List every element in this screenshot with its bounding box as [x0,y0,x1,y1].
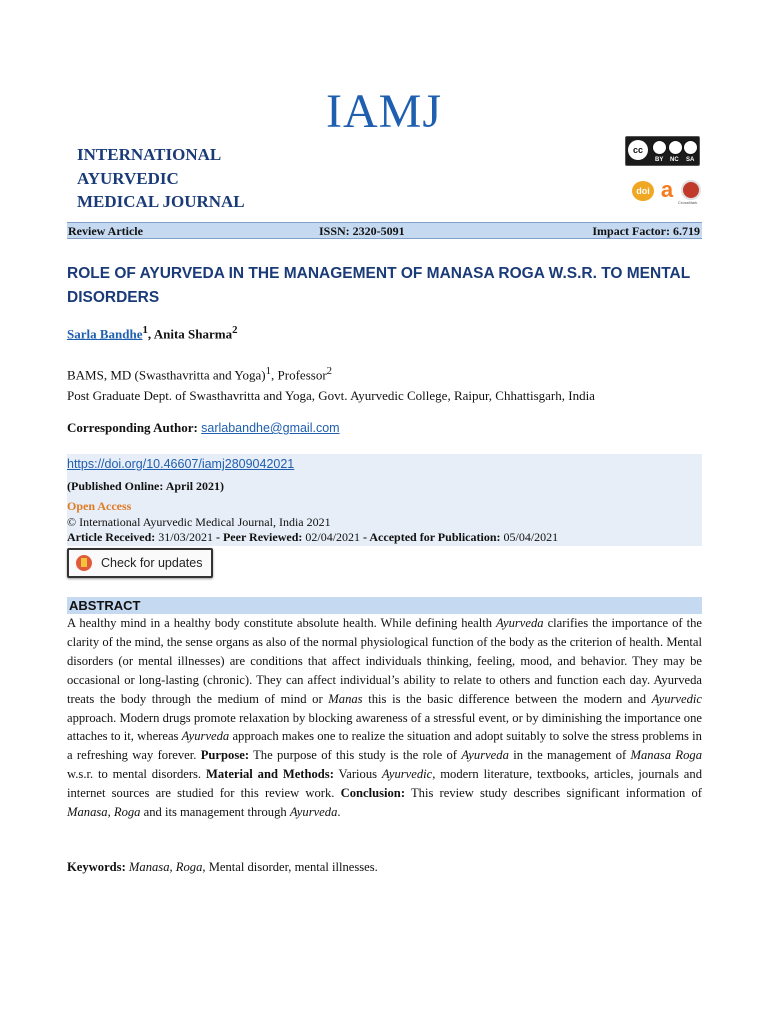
affiliation-line [67,361,595,385]
author-link[interactable]: Sarla Bandhe [67,326,143,342]
abstract-text: . [337,805,341,820]
abstract-text: This review study describes significant information of [405,786,702,801]
publication-info-box [67,454,702,546]
abstract-bold: Material and Methods: [205,767,334,782]
email-link[interactable]: sarlabandhe@gmail.com [201,421,340,435]
author-separator: , [147,326,154,342]
keywords [67,860,378,875]
article-info-bar [67,222,702,239]
position-text: , Professor [271,367,327,383]
affiliation [67,361,595,406]
keywords-text: , Mental disorder, mental illnesses. [202,860,378,874]
abstract-text: this is the basic difference between the modern and [362,691,652,706]
abstract-body [67,614,702,822]
date-sep: - [212,530,223,544]
abstract-text: A healthy mind in a healthy body constitute absolute health. While defining health [67,616,497,630]
crossmark-label: CrossMark [678,200,698,205]
abstract-text: and its management through [140,805,290,820]
abstract-italic: Ayurveda [496,616,544,630]
affil-sup: 2 [326,365,333,377]
abstract-bold: Purpose: [200,748,250,763]
journal-name-line: AYURVEDIC [77,168,179,188]
affiliation-line: Post Graduate Dept. of Swasthavritta and Yoga, Govt. Ayurvedic College, Raipur, Chhattisgarh, India [67,388,595,404]
abstract-italic: Ayurveda [181,729,230,744]
abstract-italic: Ayurvedic [651,691,702,706]
affil-sup: 1 [265,365,272,377]
received-label: Article Received: [67,530,156,544]
article-type: Review Article [68,224,143,238]
doi-icon[interactable]: doi [632,181,654,201]
abstract-text: clarifies the importance of the clarity of the mind, the sense organs as also of the normal physiological function of the body as the criterion of health. Mental disorders (or mental illnesses) are conditions that affect individuals thinking, feeling, mood, and behavior. They may be occasional or long-lasting (chronic). They can affect individual’s ability to relate to others and function each day. Ayurveda treats the body through the medium of mind or [67,616,702,706]
cc-logo-icon: cc [628,140,648,160]
abstract-text: in the management of [508,748,631,763]
abstract-text: The purpose of this study is the role of [249,748,462,763]
abstract-heading-text: ABSTRACT [69,598,141,613]
corresponding-author [67,420,340,436]
author-affil-sup: 2 [232,324,238,336]
author-name: Anita Sharma [153,326,233,342]
abstract-text: approach. Modern drugs promote relaxation by blocking awareness of a stressful event, or by diminishing the importance one attaches to it, whereas [67,710,702,744]
open-access-icon: a [660,177,674,202]
author-list [67,324,238,342]
abstract-italic: Ayurveda [461,748,509,763]
crossmark-icon[interactable] [681,180,701,200]
author-affil-sup: 1 [142,324,148,336]
received-date: 31/03/2021 [158,530,213,544]
accepted-date: 05/04/2021 [503,530,559,544]
cc-label: NC [670,157,679,163]
journal-logo: IAMJ [325,85,442,138]
corresponding-label: Corresponding Author: [67,420,198,435]
check-for-updates-label: Check for updates [101,556,203,570]
accepted-label: Accepted for Publication: [369,530,501,544]
reviewed-label: Peer Reviewed: [222,530,303,544]
abstract-italic: Manasa Roga [630,748,703,763]
journal-name [77,143,245,214]
abstract-bold: Conclusion: [340,786,406,801]
journal-name-line: MEDICAL JOURNAL [77,192,245,211]
degree-text: BAMS, MD (Swasthavritta and Yoga) [67,367,266,383]
open-access-label: Open Access [67,499,132,513]
abstract-italic: Manas [328,691,363,706]
sharealike-icon [683,140,698,155]
keywords-label: Keywords: [67,860,126,874]
noncommercial-icon [668,140,683,155]
abstract-text: Various [333,767,382,782]
keywords-italic: Manasa, Roga [128,860,203,874]
doi-link[interactable]: https://doi.org/10.46607/iamj2809042021 [67,457,295,471]
journal-name-line: INTERNATIONAL [77,145,222,164]
issn: ISSN: 2320-5091 [319,224,405,238]
crossmark-bookmark-icon [76,555,92,571]
reviewed-date: 02/04/2021 [305,530,361,544]
abstract-text: w.s.r. to mental disorders. [67,767,206,782]
creative-commons-license-icon[interactable] [625,136,700,166]
article-title: ROLE OF AYURVEDA IN THE MANAGEMENT OF MANASA ROGA W.S.R. TO MENTAL DISORDERS [67,265,690,306]
published-online: (Published Online: April 2021) [67,479,225,493]
cc-label: BY [655,157,664,163]
article-dates [67,530,558,545]
check-for-updates-button[interactable] [67,548,213,578]
cc-label: SA [686,157,695,163]
abstract-italic: Ayurveda [289,805,338,820]
date-sep: - [360,530,370,544]
abstract-heading [67,597,702,614]
abstract-text: approach makes one to realize the situation and adopt suitably to solve the stress problems in a refreshing way forever. [67,729,702,763]
abstract-italic: Manasa, Roga [67,805,141,820]
abstract-italic: Ayurvedic [381,767,433,782]
impact-factor: Impact Factor: 6.719 [592,224,700,238]
abstract-text: , modern literature, textbooks, articles, journals and internet sources are studied for this review work. [67,767,702,801]
attribution-icon [652,140,667,155]
copyright: © International Ayurvedic Medical Journal, India 2021 [67,515,331,529]
